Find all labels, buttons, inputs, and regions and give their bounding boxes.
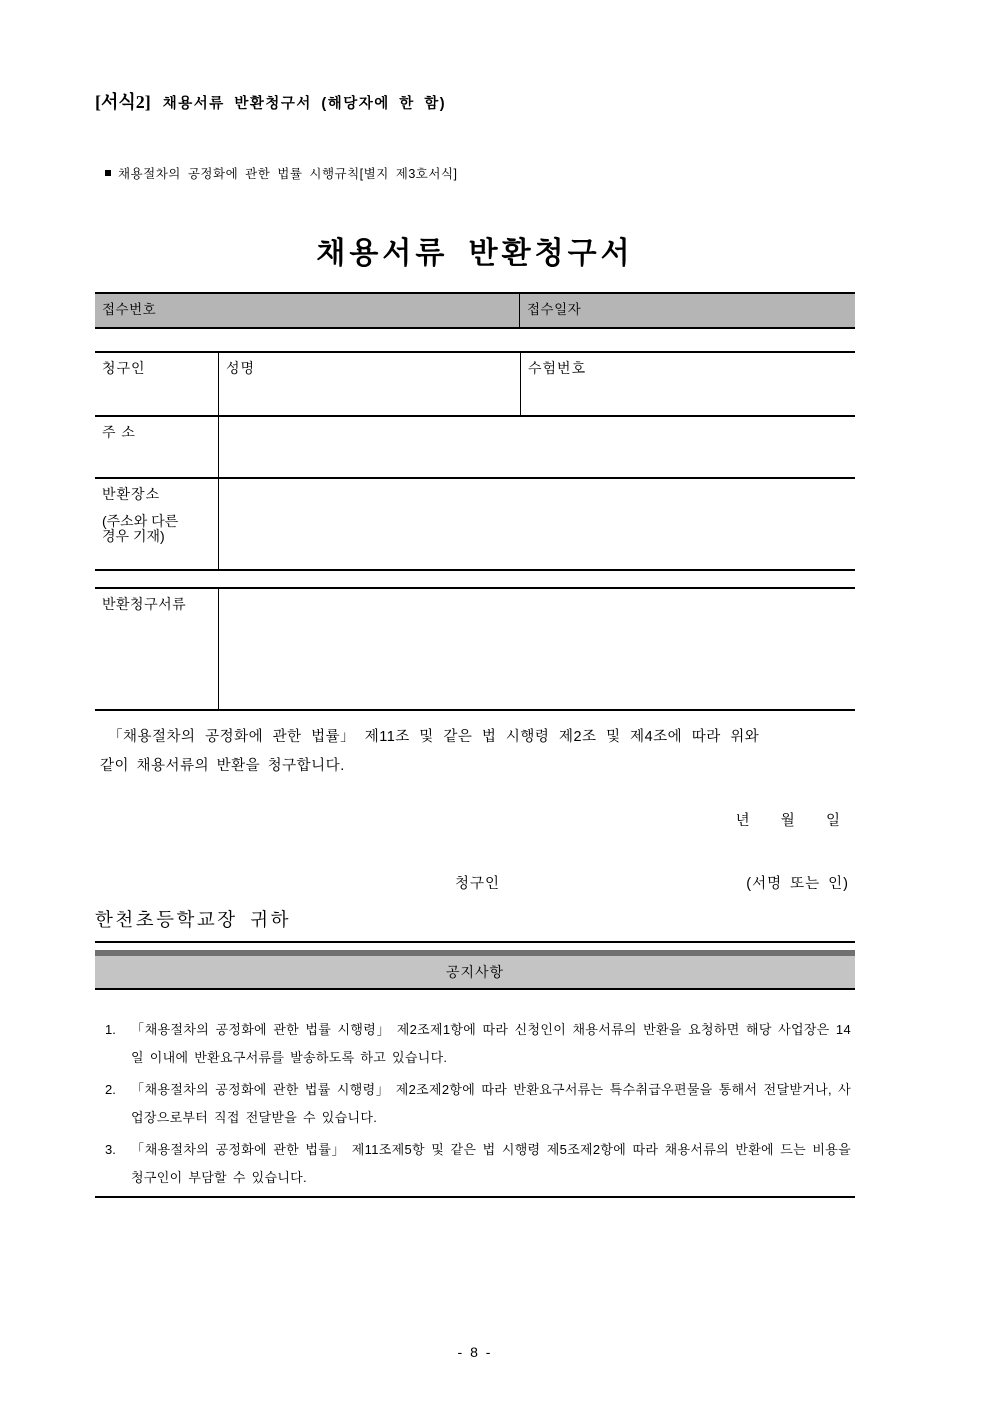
form-tag-title: 채용서류 반환청구서 (해당자에 한 함)	[162, 96, 447, 112]
regulation-note-text: 채용절차의 공정화에 관한 법률 시행규칙[별지 제3호서식]	[118, 167, 458, 181]
declaration-paragraph	[95, 723, 855, 781]
notice-item-number: 3.	[105, 1142, 116, 1157]
sign-or-seal-label: (서명 또는 인)	[746, 876, 849, 892]
regulation-note	[95, 164, 855, 182]
return-place-label-cell	[95, 479, 218, 569]
table-row-claimant	[95, 353, 855, 417]
return-place-note-line1: (주소와 다른	[102, 513, 179, 529]
document-title: 채용서류 반환청구서	[316, 237, 634, 270]
exam-number-field-cell: 수험번호	[520, 353, 855, 415]
notice-title-bar	[95, 950, 855, 990]
page-number: - 8 -	[457, 1344, 493, 1360]
notice-item-number: 1.	[105, 1022, 116, 1037]
notice-item-text: 「채용절차의 공정화에 관한 법률」 제11조제5항 및 같은 법 시행령 제5조제2항에 따라 채용서류의 반환에 드는 비용을 청구인이 부담할 수 있습니다.	[131, 1142, 851, 1185]
receipt-date-cell	[520, 294, 855, 327]
return-place-note-line2: 경우 기재)	[102, 528, 165, 544]
address-field-cell	[218, 417, 855, 477]
return-place-note	[102, 514, 211, 544]
table-row-return-place	[95, 479, 855, 569]
name-field-cell: 성명	[218, 353, 520, 415]
receipt-number-label: 접수번호	[102, 302, 157, 317]
notice-item	[105, 1016, 851, 1072]
notice-list	[95, 1016, 855, 1192]
return-docs-table	[95, 587, 855, 711]
receipt-number-cell	[95, 294, 520, 327]
divider-line	[95, 941, 855, 943]
applicant-table	[95, 351, 855, 571]
notice-item-text: 「채용절차의 공정화에 관한 법률 시행령」 제2조제1항에 따라 신청인이 채용서류의 반환을 요청하면 해당 사업장은 14일 이내에 반환요구서류를 발송하도록 하고 있습니다.	[131, 1022, 851, 1065]
recipient-line: 한천초등학교장 귀하	[95, 909, 291, 930]
signature-claimant-label: 청구인	[455, 876, 501, 892]
form-tag: [서식2]	[95, 92, 151, 112]
return-place-field-cell	[218, 479, 855, 569]
signature-row	[95, 872, 855, 896]
receipt-header-row	[95, 292, 855, 329]
return-docs-field-cell	[218, 589, 855, 709]
declaration-line2: 같이 채용서류의 반환을 청구합니다.	[100, 758, 345, 774]
return-docs-label-cell: 반환청구서류	[102, 596, 187, 612]
square-bullet-icon	[105, 170, 111, 176]
notice-item	[105, 1136, 851, 1192]
divider-line-bottom	[95, 1196, 855, 1198]
address-label-cell: 주 소	[102, 424, 136, 440]
table-row-address	[95, 417, 855, 479]
notice-item-number: 2.	[105, 1082, 116, 1097]
date-line: 년 월 일	[735, 813, 841, 829]
form-header	[95, 0, 855, 114]
notice-title: 공지사항	[445, 964, 505, 980]
receipt-date-label: 접수일자	[527, 302, 582, 317]
claimant-label-cell: 청구인	[102, 360, 146, 376]
declaration-line1: 「채용절차의 공정화에 관한 법률」 제11조 및 같은 법 시행령 제2조 및 제4조에 따라 위와	[108, 729, 760, 745]
return-place-label: 반환장소	[102, 486, 161, 502]
notice-item	[105, 1076, 851, 1132]
notice-item-text: 「채용절차의 공정화에 관한 법률 시행령」 제2조제2항에 따라 반환요구서류는 특수취급우편물을 통해서 전달받거나, 사업장으로부터 직접 전달받을 수 있습니다.	[131, 1082, 851, 1125]
